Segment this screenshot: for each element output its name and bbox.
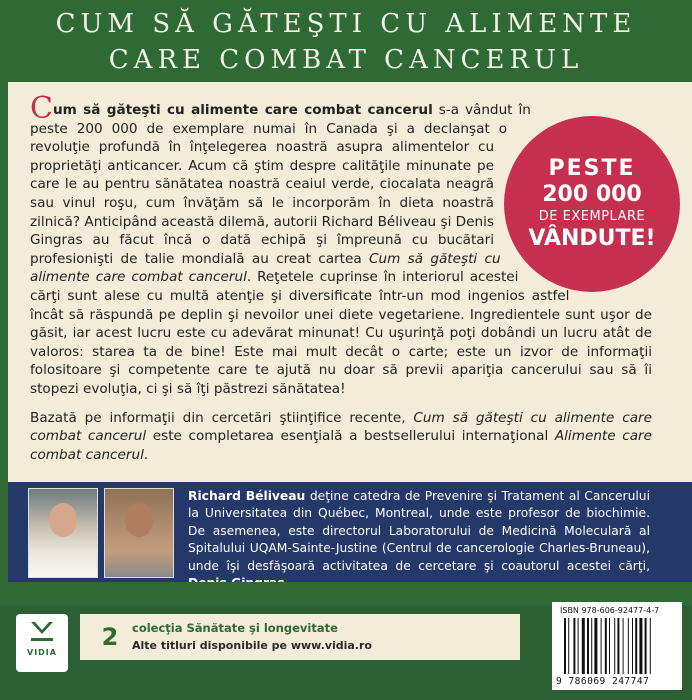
collection-title: colecţia Sănătate şi longevitate	[132, 621, 338, 635]
paragraph-2-title-2: Alimente care combat cancerul	[30, 428, 652, 463]
book-title	[0, 6, 692, 78]
paragraph-1-title: Cum să găteşti cu alimente care combat cancerul	[30, 250, 501, 286]
paragraph-1-a: s-a vândut în peste 200 000 de exemplare numai în Canada şi a declanşat o revoluţie profundă în înţelegerea noastră asupra alimentelor cu proprietăţi anticancer. Acum că ştim despre calităţile minunate pe care le au pentru sănătatea noastră ceaiul verde, ciocalata neagră sau vinul roşu, cum învăţăm să le incorporăm în dieta noastră zilnică? Anticipând această dilemă, autorii Richard Béliveau şi Denis Gingras au făcut încă o dată echipă şi împreună cu bucătari profesionişti de talie mondială au creat cartea	[30, 102, 531, 267]
description-text	[30, 91, 656, 464]
seal-line-2: 200 000	[542, 182, 642, 207]
title-line-1: CUM SĂ GĂTEŞTI CU ALIMENTE	[55, 9, 637, 39]
collection-number: 2	[101, 623, 119, 651]
author-name: Richard Béliveau	[188, 489, 306, 503]
seal-line-3: DE EXEMPLARE	[538, 209, 646, 224]
seal-line-4: VÂNDUTE!	[528, 226, 656, 251]
author-photo-2	[104, 488, 174, 578]
barcode-icon	[562, 618, 674, 674]
collection-website: Alte titluri disponibile pe www.vidia.ro	[132, 639, 372, 652]
paragraph-2-b: este completarea esenţială a bestsellerului internaţional	[146, 428, 555, 445]
author-bio-text: deţine catedra de Prevenire şi Tratament al Cancerului la Universitatea din Québec, Montreal, unde este profesor de biochimie. De asemenea, este directorul Laboratorului de Medicină Moleculară al Spitalului UQAM-Sainte-Justine (Centrul de cancerologie Charles-Bruneau), unde îşi desfăşoară activitatea de cercetare şi coautorul acestei cărţi,	[188, 489, 650, 573]
drop-cap: C	[30, 91, 53, 126]
author-bio	[188, 488, 650, 592]
seal-line-1: PESTE	[548, 156, 636, 181]
author-photo-1	[28, 488, 98, 578]
vidia-mark-icon	[29, 620, 55, 644]
author-face-1	[49, 503, 77, 537]
barcode-digits: 9 786069 247747	[556, 676, 650, 687]
sales-seal	[504, 116, 680, 292]
paragraph-2	[30, 409, 652, 465]
author-face-2	[125, 503, 153, 537]
paragraph-2-title-1: Cum să găteşti cu alimente care combat cancerul	[30, 409, 652, 445]
publisher-name: VIDIA	[27, 648, 57, 657]
paragraph-2-c: .	[143, 446, 149, 463]
paragraph-1-b: . Reţetele cuprinse în interiorul acestei cărţi sunt alese cu multă atenţie şi diversificate într-un mod ingenios astfel încât să răspundă pe deplin şi nevoilor unei diete vegetariene. Ingredientele sunt uşor de găsit, iar acest lucru este cu adevărat minunat! Cu uşurinţă poţi dobândi un lucru atât de valoros: starea ta de bine! Este mai mult decât o carte; este un izvor de informaţii folositoare şi competente care te ajută nu doar să previi apariţia cancerului sau să îi stopezi evoluţia, ci şi să îţi păstrezi sănătatea!	[30, 269, 652, 397]
intro-title: um să găteşti cu alimente care combat cancerul	[52, 102, 433, 118]
paragraph-2-a: Bazată pe informaţii din cercetări ştiinţifice recente,	[30, 409, 414, 426]
publisher-logo	[16, 614, 68, 672]
isbn-text: ISBN 978-606-92477-4-7	[560, 606, 660, 615]
title-line-2: CARE COMBAT CANCERUL	[108, 45, 584, 75]
